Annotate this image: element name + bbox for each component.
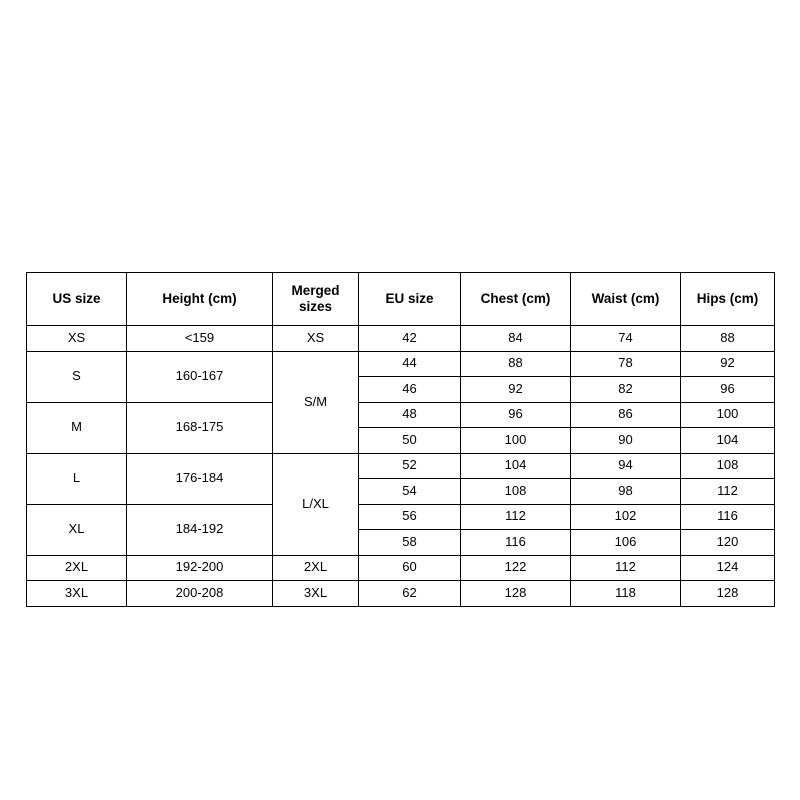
cell-height: 200-208 — [127, 581, 273, 607]
cell-waist: 78 — [571, 351, 681, 377]
table-header-row — [27, 273, 775, 326]
cell-hips: 100 — [681, 402, 775, 428]
table-row — [27, 581, 775, 607]
cell-chest: 92 — [461, 377, 571, 403]
cell-eu-size: 58 — [359, 530, 461, 556]
cell-merged-size: XS — [273, 326, 359, 352]
cell-chest: 122 — [461, 555, 571, 581]
cell-chest: 104 — [461, 453, 571, 479]
column-header-merged-sizes: Merged sizes — [273, 273, 359, 326]
cell-waist: 106 — [571, 530, 681, 556]
cell-hips: 108 — [681, 453, 775, 479]
cell-eu-size: 52 — [359, 453, 461, 479]
cell-eu-size: 44 — [359, 351, 461, 377]
cell-chest: 100 — [461, 428, 571, 454]
cell-merged-size: 2XL — [273, 555, 359, 581]
size-chart-table — [26, 272, 775, 607]
column-header-us-size: US size — [27, 273, 127, 326]
column-header-chest: Chest (cm) — [461, 273, 571, 326]
cell-height: 168-175 — [127, 402, 273, 453]
column-header-eu-size: EU size — [359, 273, 461, 326]
cell-hips: 88 — [681, 326, 775, 352]
cell-us-size: M — [27, 402, 127, 453]
table-row — [27, 504, 775, 530]
cell-merged-size: L/XL — [273, 453, 359, 555]
cell-chest: 112 — [461, 504, 571, 530]
cell-waist: 102 — [571, 504, 681, 530]
cell-hips: 96 — [681, 377, 775, 403]
cell-waist: 90 — [571, 428, 681, 454]
cell-hips: 104 — [681, 428, 775, 454]
cell-merged-size: S/M — [273, 351, 359, 453]
cell-eu-size: 56 — [359, 504, 461, 530]
cell-waist: 98 — [571, 479, 681, 505]
table-row — [27, 402, 775, 428]
table-row — [27, 453, 775, 479]
table-row — [27, 555, 775, 581]
cell-waist: 118 — [571, 581, 681, 607]
cell-us-size: S — [27, 351, 127, 402]
cell-hips: 128 — [681, 581, 775, 607]
cell-eu-size: 62 — [359, 581, 461, 607]
cell-chest: 128 — [461, 581, 571, 607]
cell-chest: 84 — [461, 326, 571, 352]
column-header-waist: Waist (cm) — [571, 273, 681, 326]
cell-merged-size: 3XL — [273, 581, 359, 607]
cell-us-size: XS — [27, 326, 127, 352]
cell-hips: 124 — [681, 555, 775, 581]
table-header — [27, 273, 775, 326]
cell-us-size: L — [27, 453, 127, 504]
cell-height: 160-167 — [127, 351, 273, 402]
cell-height: 176-184 — [127, 453, 273, 504]
cell-eu-size: 48 — [359, 402, 461, 428]
cell-chest: 88 — [461, 351, 571, 377]
cell-chest: 116 — [461, 530, 571, 556]
cell-waist: 94 — [571, 453, 681, 479]
cell-hips: 120 — [681, 530, 775, 556]
cell-waist: 74 — [571, 326, 681, 352]
cell-hips: 112 — [681, 479, 775, 505]
cell-chest: 96 — [461, 402, 571, 428]
cell-eu-size: 60 — [359, 555, 461, 581]
cell-us-size: XL — [27, 504, 127, 555]
cell-eu-size: 54 — [359, 479, 461, 505]
cell-eu-size: 42 — [359, 326, 461, 352]
cell-hips: 92 — [681, 351, 775, 377]
cell-chest: 108 — [461, 479, 571, 505]
cell-waist: 112 — [571, 555, 681, 581]
cell-us-size: 2XL — [27, 555, 127, 581]
column-header-height: Height (cm) — [127, 273, 273, 326]
table-body — [27, 326, 775, 607]
cell-height: 192-200 — [127, 555, 273, 581]
cell-eu-size: 50 — [359, 428, 461, 454]
cell-height: 184-192 — [127, 504, 273, 555]
cell-height: <159 — [127, 326, 273, 352]
table-row — [27, 326, 775, 352]
cell-waist: 82 — [571, 377, 681, 403]
cell-waist: 86 — [571, 402, 681, 428]
table-row — [27, 351, 775, 377]
column-header-hips: Hips (cm) — [681, 273, 775, 326]
cell-hips: 116 — [681, 504, 775, 530]
cell-eu-size: 46 — [359, 377, 461, 403]
cell-us-size: 3XL — [27, 581, 127, 607]
